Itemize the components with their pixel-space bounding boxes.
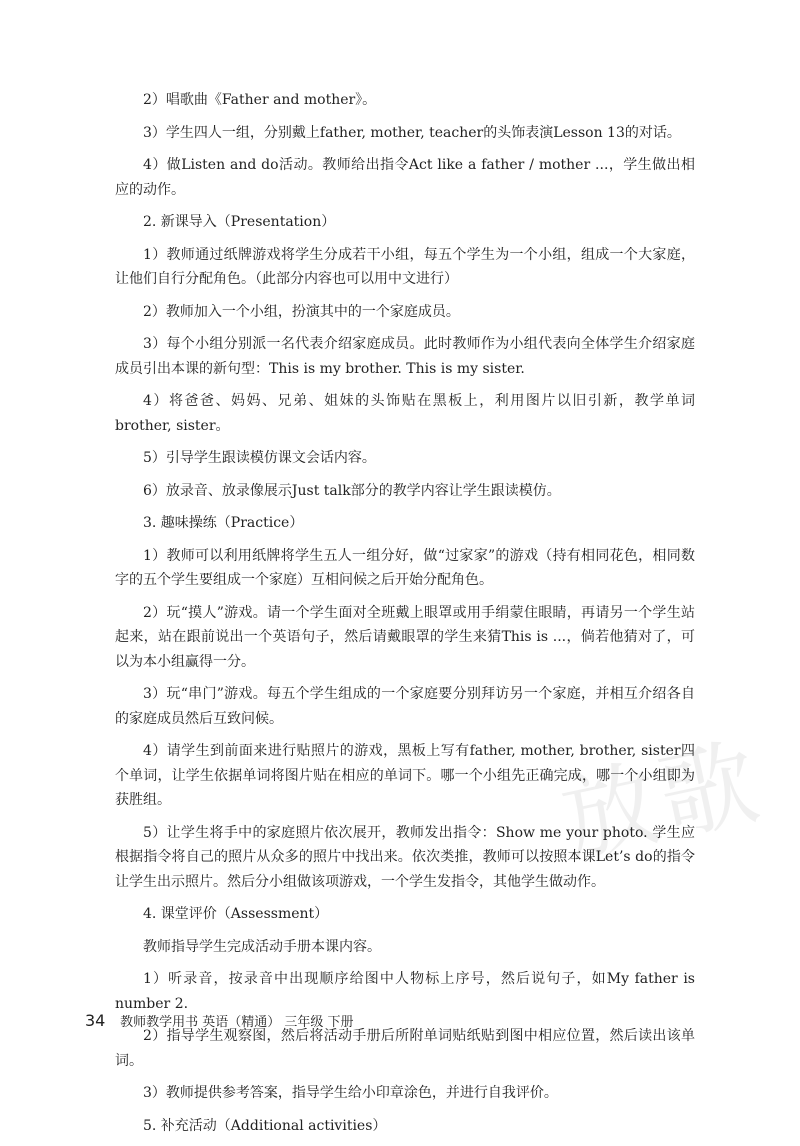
page-number: 34 xyxy=(85,1011,106,1030)
paragraph: 5）引导学生跟读模仿课文会话内容。 xyxy=(143,450,376,466)
book-title: 教师教学用书 英语（精通） 三年级 下册 xyxy=(120,1015,354,1030)
paragraph: 3）教师提供参考答案，指导学生给小印章涂色，并进行自我评价。 xyxy=(143,1085,558,1101)
paragraph: 1）教师通过纸牌游戏将学生分成若干小组，每五个学生为一个小组，组成一个大家庭，让他们自行分配角色。（此部分内容也可以用中文进行） xyxy=(115,246,695,287)
paragraph: 3）学生四人一组，分别戴上father, mother, teacher的头饰表演Lesson 13的对话。 xyxy=(143,124,681,141)
section-heading: 5. 补充活动（Additional activities） xyxy=(143,1117,387,1134)
paragraph: 5）让学生将手中的家庭照片依次展开，教师发出指令：Show me your photo. 学生应根据指令将自己的照片从众多的照片中找出来。依次类推，教师可以按照本课Let’s do的指令让学生出示照片。然后分小组做该项游戏，一个学生发指令，其他学生做动作。 xyxy=(115,824,695,890)
paragraph: 4）做Listen and do活动。教师给出指令Act like a father / mother ...，学生做出相应的动作。 xyxy=(115,157,695,198)
paragraph: 3）玩“串门”游戏。每五个学生组成的一个家庭要分别拜访另一个家庭，并相互介绍各自的家庭成员然后互致问候。 xyxy=(115,686,695,727)
paragraph: 1）听录音，按录音中出现顺序给图中人物标上序号，然后说句子，如My father is number 2. xyxy=(115,971,695,1012)
paragraph: 教师指导学生完成活动手册本课内容。 xyxy=(143,938,381,955)
paragraph: 3）每个小组分别派一名代表介绍家庭成员。此时教师作为小组代表向全体学生介绍家庭成员引出本课的新句型：This is my brother. This is my sister. xyxy=(115,336,695,377)
section-heading: 3. 趣味操练（Practice） xyxy=(143,515,304,531)
section-heading: 4. 课堂评价（Assessment） xyxy=(143,906,329,922)
paragraph: 2）教师加入一个小组，扮演其中的一个家庭成员。 xyxy=(143,303,460,320)
paragraph: 2）指导学生观察图，然后将活动手册后所附单词贴纸贴到图中相应位置，然后读出该单词。 xyxy=(115,1028,695,1069)
body-text xyxy=(115,88,695,1146)
paragraph: 2）唱歌曲《Father and mother》。 xyxy=(143,92,377,108)
paragraph: 2）玩“摸人”游戏。请一个学生面对全班戴上眼罩或用手绢蒙住眼睛，再请另一个学生站起来，站在跟前说出一个英语句子，然后请戴眼罩的学生来猜This is ...，倘若他猜对了，可以为本小组赢得一分。 xyxy=(115,604,695,670)
paragraph: 4）请学生到前面来进行贴照片的游戏，黑板上写有father, mother, brother, sister四个单词，让学生依据单词将图片贴在相应的单词下。哪一个小组先正确完成，哪一个小组即为获胜组。 xyxy=(115,743,695,808)
watermark: 放歌 xyxy=(552,725,772,877)
paragraph: 1）教师可以利用纸牌将学生五人一组分好，做“过家家”的游戏（持有相同花色，相同数字的五个学生要组成一个家庭）互相问候之后开始分配角色。 xyxy=(115,547,695,588)
paragraph: 4）将爸爸、妈妈、兄弟、姐妹的头饰贴在黑板上，利用图片以旧引新，教学单词brother, sister。 xyxy=(115,393,695,434)
paragraph: 6）放录音、放录像展示Just talk部分的教学内容让学生跟读模仿。 xyxy=(143,482,561,499)
page-footer xyxy=(85,1011,362,1030)
section-heading: 2. 新课导入（Presentation） xyxy=(143,214,336,230)
